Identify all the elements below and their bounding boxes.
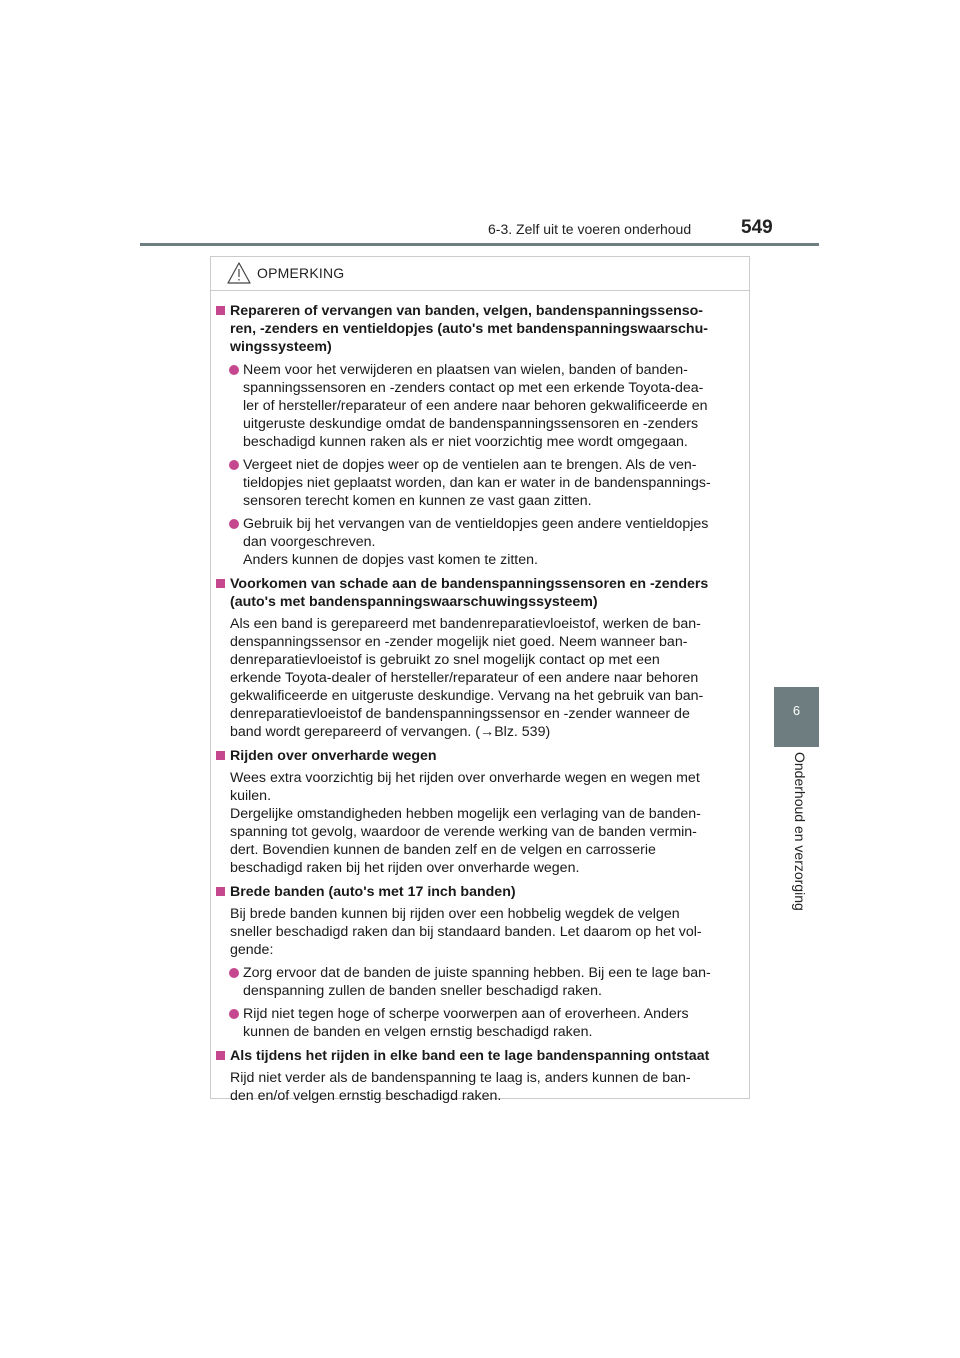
list-item: Neem voor het verwijderen en plaatsen van wielen, banden of banden- spanningssensoren en -zenders contact op met een erkende Toyota-dea- ler of hersteller/reparateur of een andere naar behoren gekwalificeerde en uitgeruste deskundige omdat de bandenspanningssensoren en -zenders beschadigd kunnen raken als er niet voorzichtig mee wordt omgegaan.: [216, 361, 743, 451]
section-heading: Rijden over onverharde wegen: [216, 747, 743, 765]
round-bullet-icon: [229, 968, 239, 978]
chapter-tab-number: 6: [774, 687, 819, 747]
list-item: Gebruik bij het vervangen van de ventieldopjes geen andere ventieldopjes dan voorgeschreven. Anders kunnen de dopjes vast komen te zitten.: [216, 515, 743, 569]
section-heading: Voorkomen van schade aan de bandenspanningssensoren en -zenders (auto's met bandenspanningswaarschuwingssysteem): [216, 575, 743, 611]
section-heading: Repareren of vervangen van banden, velgen, bandenspanningssenso- ren, -zenders en ventieldopjes (auto's met bandenspanningswaarschu- wingssysteem): [216, 302, 743, 356]
round-bullet-icon: [229, 460, 239, 470]
chapter-tab-label: Onderhoud en verzorging: [792, 752, 808, 911]
round-bullet-icon: [229, 519, 239, 529]
page-number: 549: [741, 217, 773, 238]
section-paragraph: Wees extra voorzichtig bij het rijden over onverharde wegen en wegen met kuilen. Dergelijke omstandigheden hebben mogelijk een verlaging van de banden- spanning tot gevolg, waardoor de verende werking van de banden vermin- dert. Bovendien kunnen de banden zelf en de velgen en carrosserie beschadigd raken bij het rijden over onverharde wegen.: [230, 770, 701, 876]
section-paragraph: Bij brede banden kunnen bij rijden over een hobbelig wegdek de velgen sneller beschadigd raken dan bij standaard banden. Let daarom op het vol- gende:: [230, 906, 702, 958]
warning-triangle-icon: [226, 261, 252, 285]
square-bullet-icon: [216, 1051, 225, 1060]
section-paragraph: Als een band is gerepareerd met bandenreparatievloeistof, werken de ban- denspanningssensor en -zender mogelijk niet goed. Neem wanneer ban- denreparatievloeistof is gebruikt zo snel mogelijk contact op met een erkende Toyota-dealer of hersteller/reparateur of een andere naar behoren gekwalificeerde en uitgeruste deskundige. Vervang na het gebruik van ban- denreparatievloeistof de bandenspanningssensor en -zender wanneer de band wordt gerepareerd of vervangen. (→Blz. 539): [230, 616, 704, 740]
notice-body: [216, 299, 743, 1105]
square-bullet-icon: [216, 887, 225, 896]
round-bullet-icon: [229, 365, 239, 375]
notice-title: OPMERKING: [257, 265, 345, 281]
list-item: Vergeet niet de dopjes weer op de ventielen aan te brengen. Als de ven- tieldopjes niet geplaatst worden, dan kan er water in de bandenspannings- sensoren terecht komen en kunnen ze vast gaan zitten.: [216, 456, 743, 510]
square-bullet-icon: [216, 751, 225, 760]
section-heading: Als tijdens het rijden in elke band een te lage bandenspanning ontstaat: [216, 1047, 743, 1065]
list-item: Rijd niet tegen hoge of scherpe voorwerpen aan of eroverheen. Anders kunnen de banden en velgen ernstig beschadigd raken.: [216, 1005, 743, 1041]
square-bullet-icon: [216, 579, 225, 588]
square-bullet-icon: [216, 306, 225, 315]
section-title: 6-3. Zelf uit te voeren onderhoud: [488, 221, 692, 237]
notice-header: [211, 257, 749, 291]
round-bullet-icon: [229, 1009, 239, 1019]
notice-box: [210, 256, 750, 1104]
section-paragraph: Rijd niet verder als de bandenspanning te laag is, anders kunnen de ban- den en/of velgen ernstig beschadigd raken.: [230, 1070, 691, 1104]
list-item: Zorg ervoor dat de banden de juiste spanning hebben. Bij een te lage ban- denspanning zullen de banden sneller beschadigd raken.: [216, 964, 743, 1000]
section-heading: Brede banden (auto's met 17 inch banden): [216, 883, 743, 901]
header-divider: [140, 243, 819, 246]
